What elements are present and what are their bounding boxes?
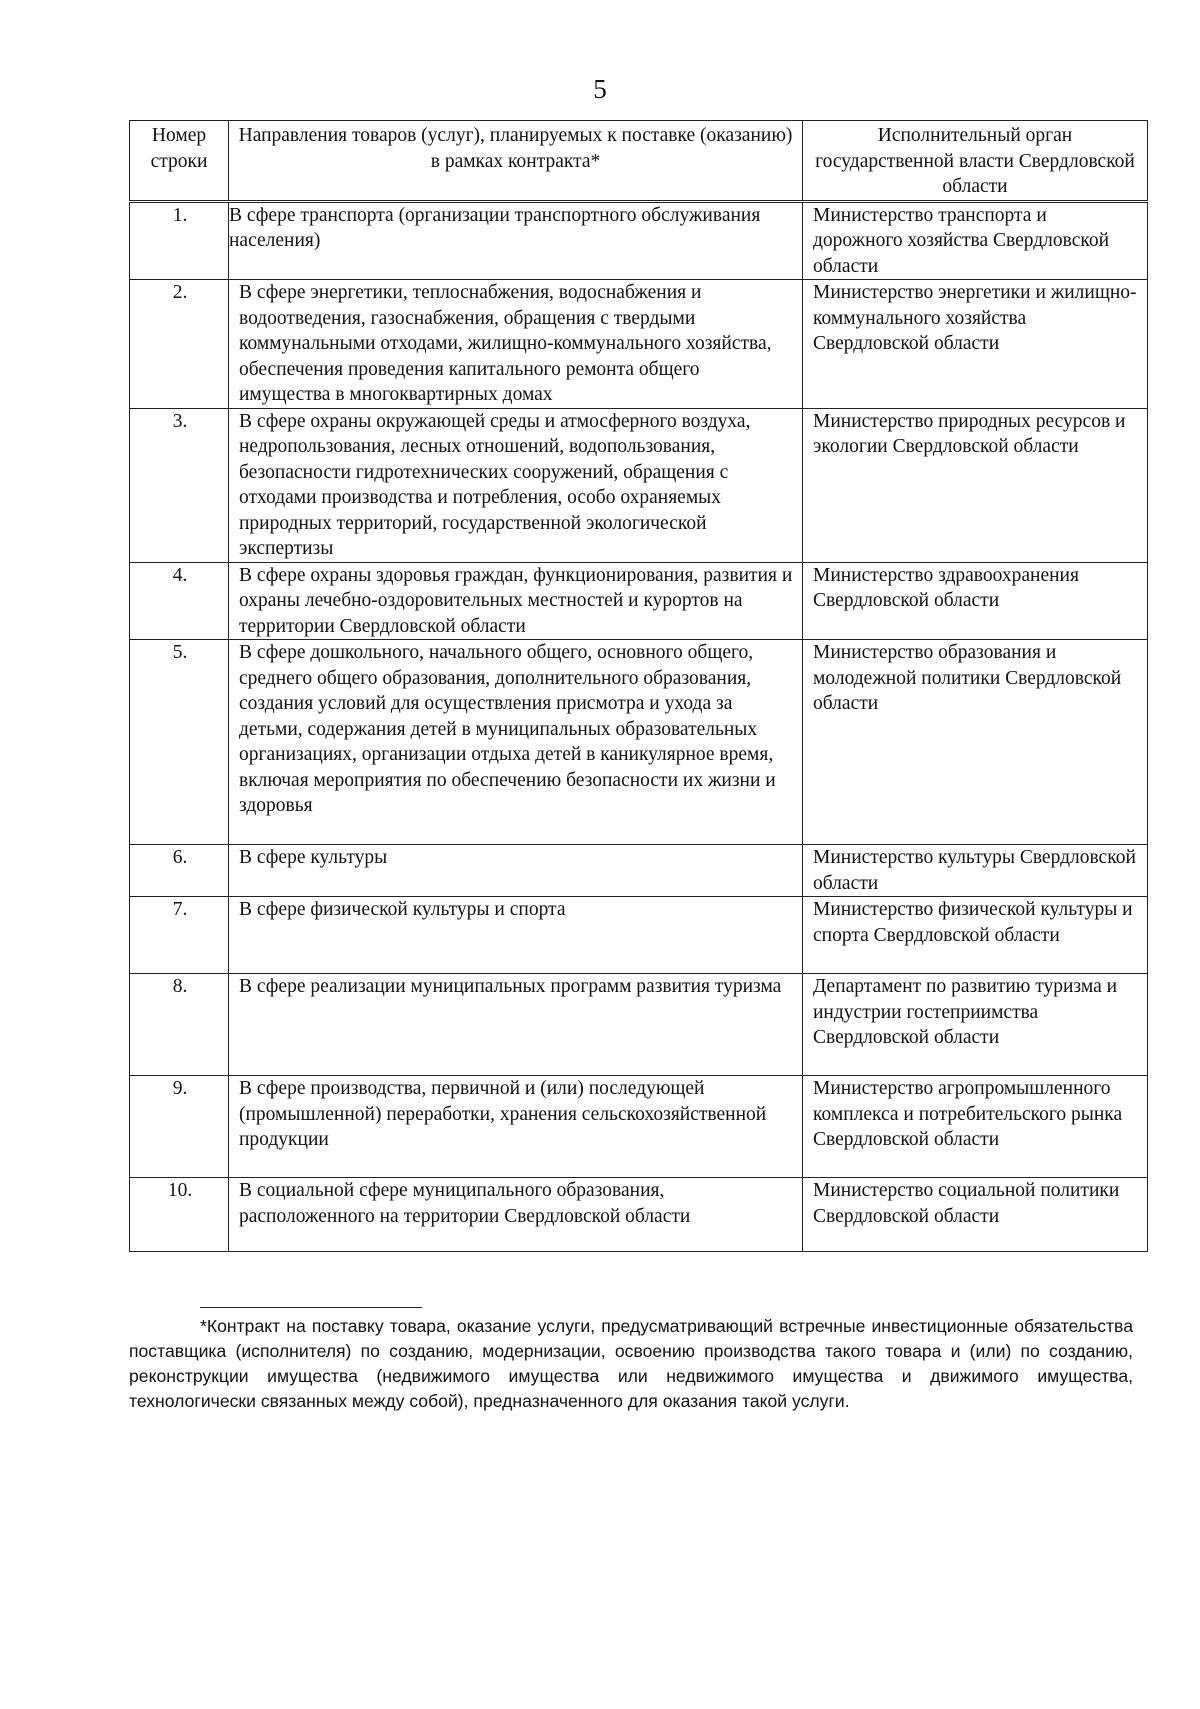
row-number: 3. xyxy=(130,408,229,562)
row-authority: Министерство агропромышленного комплекса и потребительского рынка Свердловской области xyxy=(803,1076,1148,1178)
table-row xyxy=(130,408,1148,562)
row-authority: Министерство здравоохранения Свердловской области xyxy=(803,562,1148,640)
row-authority: Министерство образования и молодежной политики Свердловской области xyxy=(803,640,1148,845)
row-direction: В сфере реализации муниципальных программ развития туризма xyxy=(229,974,803,1076)
directions-table xyxy=(129,120,1148,1252)
table-row xyxy=(130,562,1148,640)
header-authority: Исполнительный орган государственной власти Свердловской области xyxy=(803,121,1148,202)
row-authority: Министерство физической культуры и спорта Свердловской области xyxy=(803,897,1148,974)
row-direction: В сфере культуры xyxy=(229,845,803,897)
row-number: 5. xyxy=(130,640,229,845)
table-row xyxy=(130,1178,1148,1252)
row-direction: В сфере охраны здоровья граждан, функционирования, развития и охраны лечебно-оздоровительных местностей и курортов на территории Свердловской области xyxy=(229,562,803,640)
row-authority: Министерство энергетики и жилищно-коммунального хозяйства Свердловской области xyxy=(803,280,1148,409)
page-number: 5 xyxy=(593,74,607,104)
row-direction: В сфере энергетики, теплоснабжения, водоснабжения и водоотведения, газоснабжения, обращения с твердыми коммунальными отходами, жилищно-коммунального хозяйства, обеспечения проведения капитального ремонта общего имущества в многоквартирных домах xyxy=(229,280,803,409)
row-direction: В сфере охраны окружающей среды и атмосферного воздуха, недропользования, лесных отношений, водопользования, безопасности гидротехнических сооружений, обращения с отходами производства и потребления, особо охраняемых природных территорий, государственной экологической экспертизы xyxy=(229,408,803,562)
row-authority: Министерство культуры Свердловской области xyxy=(803,845,1148,897)
row-number: 10. xyxy=(130,1178,229,1252)
row-number: 9. xyxy=(130,1076,229,1178)
row-number: 8. xyxy=(130,974,229,1076)
footnote: *Контракт на поставку товара, оказание услуги, предусматривающий встречные инвестиционные обязательства поставщика (исполнителя) по созданию, модернизации, освоению производства такого товара и (или) по созданию, реконструкции имущества (недвижимого имущества или недвижимого имущества и движимого имущества, технологически связанных между собой), предназначенного для оказания такой услуги. xyxy=(129,1316,1133,1411)
row-direction: В социальной сфере муниципального образования, расположенного на территории Свердловской области xyxy=(229,1178,803,1252)
row-direction: В сфере дошкольного, начального общего, основного общего, среднего общего образования, дополнительного образования, создания условий для осуществления присмотра и ухода за детьми, содержания детей в муниципальных образовательных организациях, организации отдыха детей в каникулярное время, включая мероприятия по обеспечению безопасности их жизни и здоровья xyxy=(229,640,803,845)
row-authority: Министерство природных ресурсов и экологии Свердловской области xyxy=(803,408,1148,562)
row-authority: Министерство транспорта и дорожного хозяйства Свердловской области xyxy=(803,201,1148,280)
table-row xyxy=(130,1076,1148,1178)
table-row xyxy=(130,845,1148,897)
table-row xyxy=(130,280,1148,409)
row-number: 4. xyxy=(130,562,229,640)
row-number: 1. xyxy=(130,201,229,280)
row-direction: В сфере физической культуры и спорта xyxy=(229,897,803,974)
footnote-divider xyxy=(200,1307,422,1308)
table-row xyxy=(130,897,1148,974)
row-number: 2. xyxy=(130,280,229,409)
table-row xyxy=(130,974,1148,1076)
row-direction: В сфере производства, первичной и (или) последующей (промышленной) переработки, хранения сельскохозяйственной продукции xyxy=(229,1076,803,1178)
header-row-number: Номер строки xyxy=(130,121,229,202)
row-direction: В сфере транспорта (организации транспортного обслуживания населения) xyxy=(229,201,803,280)
table-row xyxy=(130,640,1148,845)
header-directions: Направления товаров (услуг), планируемых к поставке (оказанию) в рамках контракта* xyxy=(229,121,803,202)
table-row xyxy=(130,201,1148,280)
table-header-row xyxy=(130,121,1148,202)
row-authority: Министерство социальной политики Свердловской области xyxy=(803,1178,1148,1252)
row-number: 6. xyxy=(130,845,229,897)
row-number: 7. xyxy=(130,897,229,974)
row-authority: Департамент по развитию туризма и индустрии гостеприимства Свердловской области xyxy=(803,974,1148,1076)
